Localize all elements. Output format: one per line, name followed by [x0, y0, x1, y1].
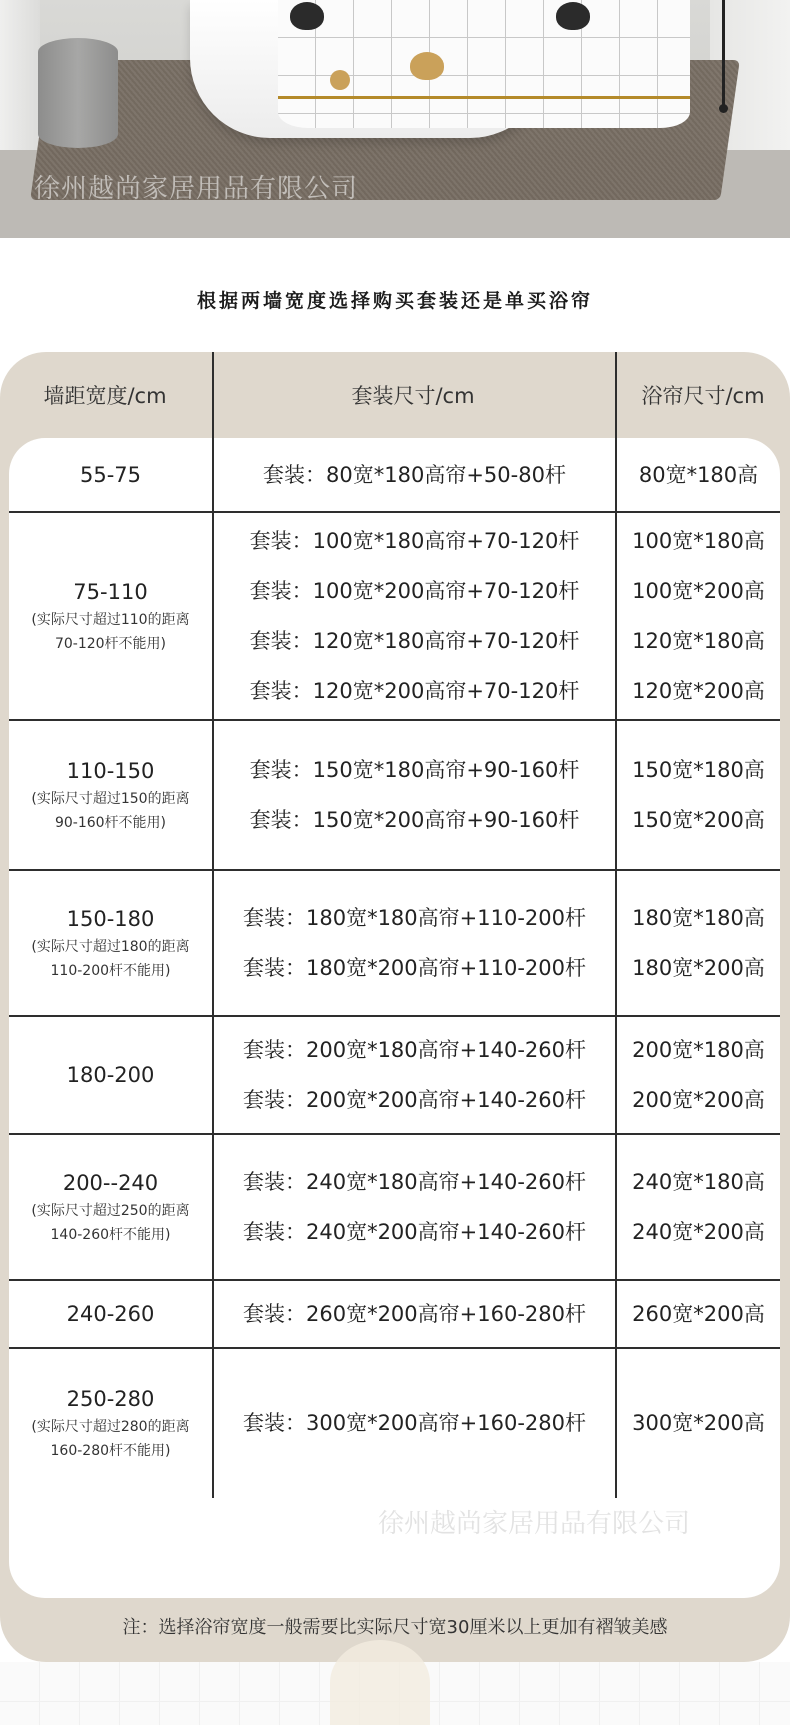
set-size-option: 套装：260宽*200高帘+160-280杆: [242, 1302, 586, 1326]
curtain-size-option: 120宽*200高: [632, 679, 765, 703]
curtain-size-cell: [617, 1280, 780, 1348]
set-size-option: 套装：180宽*180高帘+110-200杆: [242, 906, 586, 930]
curtain-size-option: 180宽*200高: [632, 956, 765, 980]
table-header-row: [0, 352, 790, 438]
table-row: [9, 1134, 780, 1280]
set-size-option: 套装：200宽*200高帘+140-260杆: [242, 1088, 586, 1112]
curtain-size-cell: [617, 720, 780, 870]
photo-curtain-rod: [722, 0, 725, 110]
curtain-size-option: 200宽*200高: [632, 1088, 765, 1112]
set-size-option: 套装：180宽*200高帘+110-200杆: [242, 956, 586, 980]
cat-icon: [290, 2, 324, 30]
range-note: 110-200杆不能用): [50, 963, 171, 979]
wall-width-cell: [9, 720, 212, 870]
wall-width-range: 200--240: [62, 1171, 159, 1195]
set-size-cell: [214, 870, 615, 1016]
column-divider: [212, 438, 214, 1498]
table-row: [9, 720, 780, 870]
set-size-cell: [214, 1016, 615, 1134]
wall-width-range: 150-180: [66, 907, 155, 931]
size-table: [9, 438, 780, 1598]
set-size-option: 套装：120宽*200高帘+70-120杆: [249, 679, 580, 703]
curtain-size-option: 150宽*180高: [632, 758, 765, 782]
wall-width-cell: [9, 1348, 212, 1498]
curtain-size-option: 120宽*180高: [632, 629, 765, 653]
curtain-size-cell: [617, 1348, 780, 1498]
curtain-size-cell: [617, 1016, 780, 1134]
curtain-size-option: 300宽*200高: [632, 1411, 765, 1435]
table-row: [9, 438, 780, 512]
column-divider: [615, 438, 617, 1498]
curtain-size-option: 100宽*200高: [632, 579, 765, 603]
cat-icon: [556, 2, 590, 30]
header-wall-width: 墙距宽度/cm: [43, 384, 167, 408]
range-note: 160-280杆不能用): [50, 1443, 171, 1459]
curtain-size-option: 260宽*200高: [632, 1302, 765, 1326]
range-note: 90-160杆不能用): [54, 815, 167, 831]
curtain-size-cell: [617, 1134, 780, 1280]
wall-width-range: 55-75: [79, 463, 142, 487]
table-watermark: 徐州越尚家居用品有限公司: [378, 1509, 691, 1539]
wall-width-cell: [9, 870, 212, 1016]
set-size-option: 套装：150宽*180高帘+90-160杆: [249, 758, 580, 782]
wall-width-cell: [9, 512, 212, 720]
range-note: (实际尺寸超过110的距离: [31, 612, 190, 628]
cat-icon: [330, 1640, 430, 1725]
set-size-cell: [214, 512, 615, 720]
curtain-size-option: 100宽*180高: [632, 529, 765, 553]
photo-watermark: 徐州越尚家居用品有限公司: [34, 174, 359, 204]
header-divider: [212, 352, 214, 438]
set-size-option: 套装：120宽*180高帘+70-120杆: [249, 629, 580, 653]
set-size-option: 套装：300宽*200高帘+160-280杆: [242, 1411, 586, 1435]
curtain-size-option: 240宽*200高: [632, 1220, 765, 1244]
range-note: (实际尺寸超过150的距离: [31, 791, 190, 807]
photo-shower-curtain: [278, 0, 690, 128]
wall-width-cell: [9, 1134, 212, 1280]
table-row: [9, 1016, 780, 1134]
footnote: 注：选择浴帘宽度一般需要比实际尺寸宽30厘米以上更加有褶皱美感: [122, 1617, 668, 1638]
table-row: [9, 512, 780, 720]
set-size-cell: [214, 1348, 615, 1498]
range-note: (实际尺寸超过250的距离: [31, 1203, 190, 1219]
wall-width-cell: [9, 1280, 212, 1348]
set-size-option: 套装：200宽*180高帘+140-260杆: [242, 1038, 586, 1062]
yarn-ball-icon: [330, 70, 350, 90]
photo-rod-tip: [719, 104, 728, 113]
table-row: [9, 1280, 780, 1348]
set-size-option: 套装：100宽*180高帘+70-120杆: [249, 529, 580, 553]
wall-width-range: 250-280: [66, 1387, 155, 1411]
set-size-option: 套装：240宽*200高帘+140-260杆: [242, 1220, 586, 1244]
curtain-size-option: 150宽*200高: [632, 808, 765, 832]
table-row: [9, 870, 780, 1016]
page-headline: 根据两墙宽度选择购买套装还是单买浴帘: [196, 290, 593, 312]
wall-width-range: 110-150: [66, 759, 155, 783]
curtain-size-option: 240宽*180高: [632, 1170, 765, 1194]
header-set-size: 套装尺寸/cm: [351, 384, 475, 408]
set-size-cell: [214, 720, 615, 870]
curtain-size-option: 200宽*180高: [632, 1038, 765, 1062]
table-row: [9, 1348, 780, 1498]
curtain-size-cell: [617, 870, 780, 1016]
cat-icon: [410, 52, 444, 80]
set-size-cell: [214, 1280, 615, 1348]
photo-stool: [38, 38, 118, 148]
curtain-size-option: 180宽*180高: [632, 906, 765, 930]
wall-width-cell: [9, 1016, 212, 1134]
wall-width-range: 180-200: [66, 1063, 155, 1087]
range-note: 70-120杆不能用): [54, 636, 167, 652]
curtain-size-option: 80宽*180高: [638, 463, 759, 487]
photo-curtain-band: [278, 96, 690, 99]
set-size-option: 套装：240宽*180高帘+140-260杆: [242, 1170, 586, 1194]
set-size-cell: [214, 438, 615, 512]
curtain-size-cell: [617, 512, 780, 720]
curtain-size-cell: [617, 438, 780, 512]
set-size-option: 套装：100宽*200高帘+70-120杆: [249, 579, 580, 603]
range-note: (实际尺寸超过180的距离: [31, 939, 190, 955]
range-note: (实际尺寸超过280的距离: [31, 1419, 190, 1435]
wall-width-range: 75-110: [73, 580, 148, 604]
header-divider: [615, 352, 617, 438]
header-curtain-size: 浴帘尺寸/cm: [641, 384, 765, 408]
set-size-option: 套装：150宽*200高帘+90-160杆: [249, 808, 580, 832]
set-size-cell: [214, 1134, 615, 1280]
wall-width-cell: [9, 438, 212, 512]
wall-width-range: 240-260: [66, 1302, 155, 1326]
range-note: 140-260杆不能用): [50, 1227, 171, 1243]
set-size-option: 套装：80宽*180高帘+50-80杆: [263, 463, 566, 487]
bathroom-photo: [0, 0, 790, 238]
